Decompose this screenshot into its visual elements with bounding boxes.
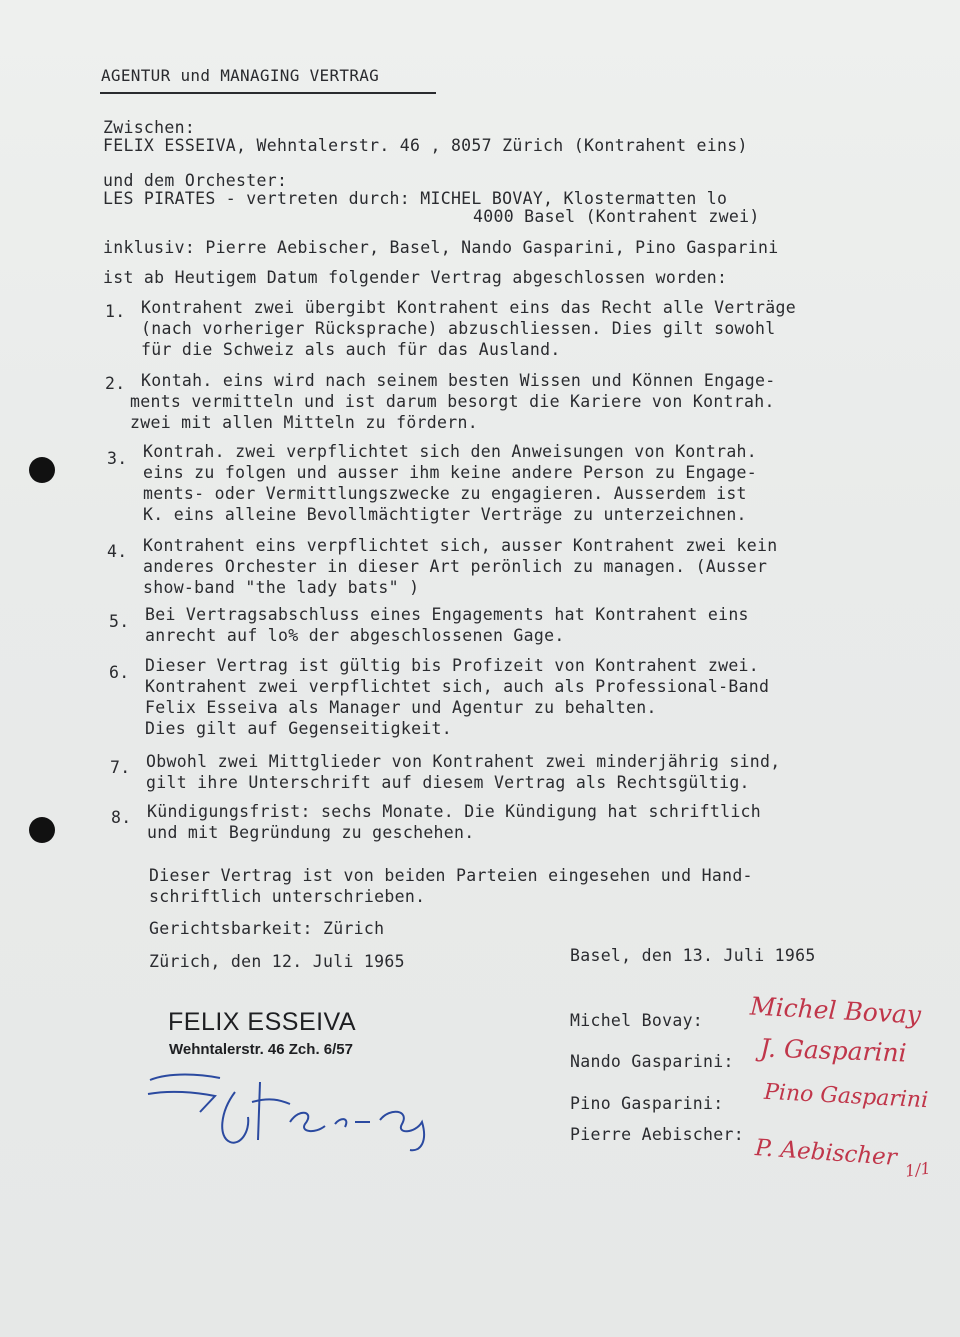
clause-number: 7. (110, 758, 131, 777)
clause-line: Dieser Vertrag ist gültig bis Profizeit von Kontrahent zwei. (145, 656, 760, 675)
inclusive-members: inklusiv: Pierre Aebischer, Basel, Nando Gasparini, Pino Gasparini (103, 238, 779, 257)
clause-number: 5. (109, 612, 130, 631)
date-zurich: Zürich, den 12. Juli 1965 (149, 952, 405, 971)
signature-bovay: Michel Bovay (749, 991, 922, 1030)
stamp-address: Wehntalerstr. 46 Zch. 6/57 (169, 1041, 353, 1058)
clause-line: Kündigungsfrist: sechs Monate. Die Kündigung hat schriftlich (147, 802, 762, 821)
clause-line: Bei Vertragsabschluss eines Engagements hat Kontrahent eins (145, 605, 749, 624)
closing-line-1: Dieser Vertrag ist von beiden Parteien eingesehen und Hand- (149, 866, 753, 885)
and-orchestra-label: und dem Orchester: (103, 171, 288, 190)
clause-line: Dies gilt auf Gegenseitigkeit. (145, 719, 453, 738)
clause-line: ments vermitteln und ist darum besorgt die Kariere von Kontrah. (130, 392, 775, 411)
signature-label-aebischer: Pierre Aebischer: (570, 1125, 744, 1144)
signature-label-bovay: Michel Bovay: (570, 1011, 704, 1030)
party-two-line-1: LES PIRATES - vertreten durch: MICHEL BOVAY, Klostermatten lo (103, 189, 728, 208)
clause-line: Kontrahent zwei verpflichtet sich, auch als Professional-Band (145, 677, 770, 696)
clause-number: 2. (105, 374, 126, 393)
clause-line: Kontrahent zwei übergibt Kontrahent eins das Recht alle Verträge (141, 298, 796, 317)
clause-line: (nach vorheriger Rücksprache) abzuschliessen. Dies gilt sowohl (141, 319, 776, 338)
clause-line: K. eins alleine Bevollmächtigter Verträge zu unterzeichnen. (143, 505, 747, 524)
clause-number: 3. (107, 449, 128, 468)
party-two-line-2: 4000 Basel (Kontrahent zwei) (473, 207, 760, 226)
signature-label-nando: Nando Gasparini: (570, 1052, 734, 1071)
jurisdiction: Gerichtsbarkeit: Zürich (149, 919, 385, 938)
clause-line: eins zu folgen und ausser ihm keine andere Person zu Engage- (143, 463, 758, 482)
title-underline (100, 92, 436, 94)
clause-line: show-band "the lady bats" ) (143, 578, 420, 597)
signature-nando: J. Gasparini (759, 1033, 908, 1068)
clause-line: anrecht auf lo% der abgeschlossenen Gage. (145, 626, 565, 645)
page-number: 1/1 (903, 1158, 932, 1181)
clause-number: 4. (107, 542, 128, 561)
clause-line: Obwohl zwei Mittglieder von Kontrahent zwei minderjährig sind, (146, 752, 781, 771)
stamp-name: FELIX ESSEIVA (168, 1008, 357, 1036)
esseiva-signature-graphic (140, 1062, 440, 1157)
punch-hole-top (29, 457, 55, 483)
clause-line: ments- oder Vermittlungszwecke zu engagieren. Ausserdem ist (143, 484, 747, 503)
punch-hole-bottom (29, 817, 55, 843)
between-label: Zwischen: (103, 118, 196, 137)
clause-number: 6. (109, 663, 130, 682)
clause-line: gilt ihre Unterschrift auf diesem Vertrag als Rechtsgültig. (146, 773, 750, 792)
contract-intro: ist ab Heutigem Datum folgender Vertrag abgeschlossen worden: (103, 268, 728, 287)
party-one: FELIX ESSEIVA, Wehntalerstr. 46 , 8057 Zürich (Kontrahent eins) (103, 136, 748, 155)
clause-line: Kontrah. zwei verpflichtet sich den Anweisungen von Kontrah. (143, 442, 758, 461)
clause-line: zwei mit allen Mitteln zu fördern. (130, 413, 478, 432)
signature-pino: Pino Gasparini (763, 1079, 929, 1114)
clause-line: anderes Orchester in dieser Art perönlich zu managen. (Ausser (143, 557, 768, 576)
clause-number: 1. (105, 302, 126, 321)
document-title: AGENTUR und MANAGING VERTRAG (101, 66, 380, 85)
clause-line: Felix Esseiva als Manager und Agentur zu behalten. (145, 698, 657, 717)
signature-label-pino: Pino Gasparini: (570, 1094, 724, 1113)
date-basel: Basel, den 13. Juli 1965 (570, 946, 816, 965)
clause-line: Kontrahent eins verpflichtet sich, ausser Kontrahent zwei kein (143, 536, 778, 555)
clause-number: 8. (111, 808, 132, 827)
clause-line: Kontah. eins wird nach seinem besten Wissen und Können Engage- (141, 371, 776, 390)
clause-line: und mit Begründung zu geschehen. (147, 823, 475, 842)
closing-line-2: schriftlich unterschrieben. (149, 887, 426, 906)
signature-aebischer: P. Aebischer (754, 1135, 898, 1171)
clause-line: für die Schweiz als auch für das Ausland. (141, 340, 561, 359)
